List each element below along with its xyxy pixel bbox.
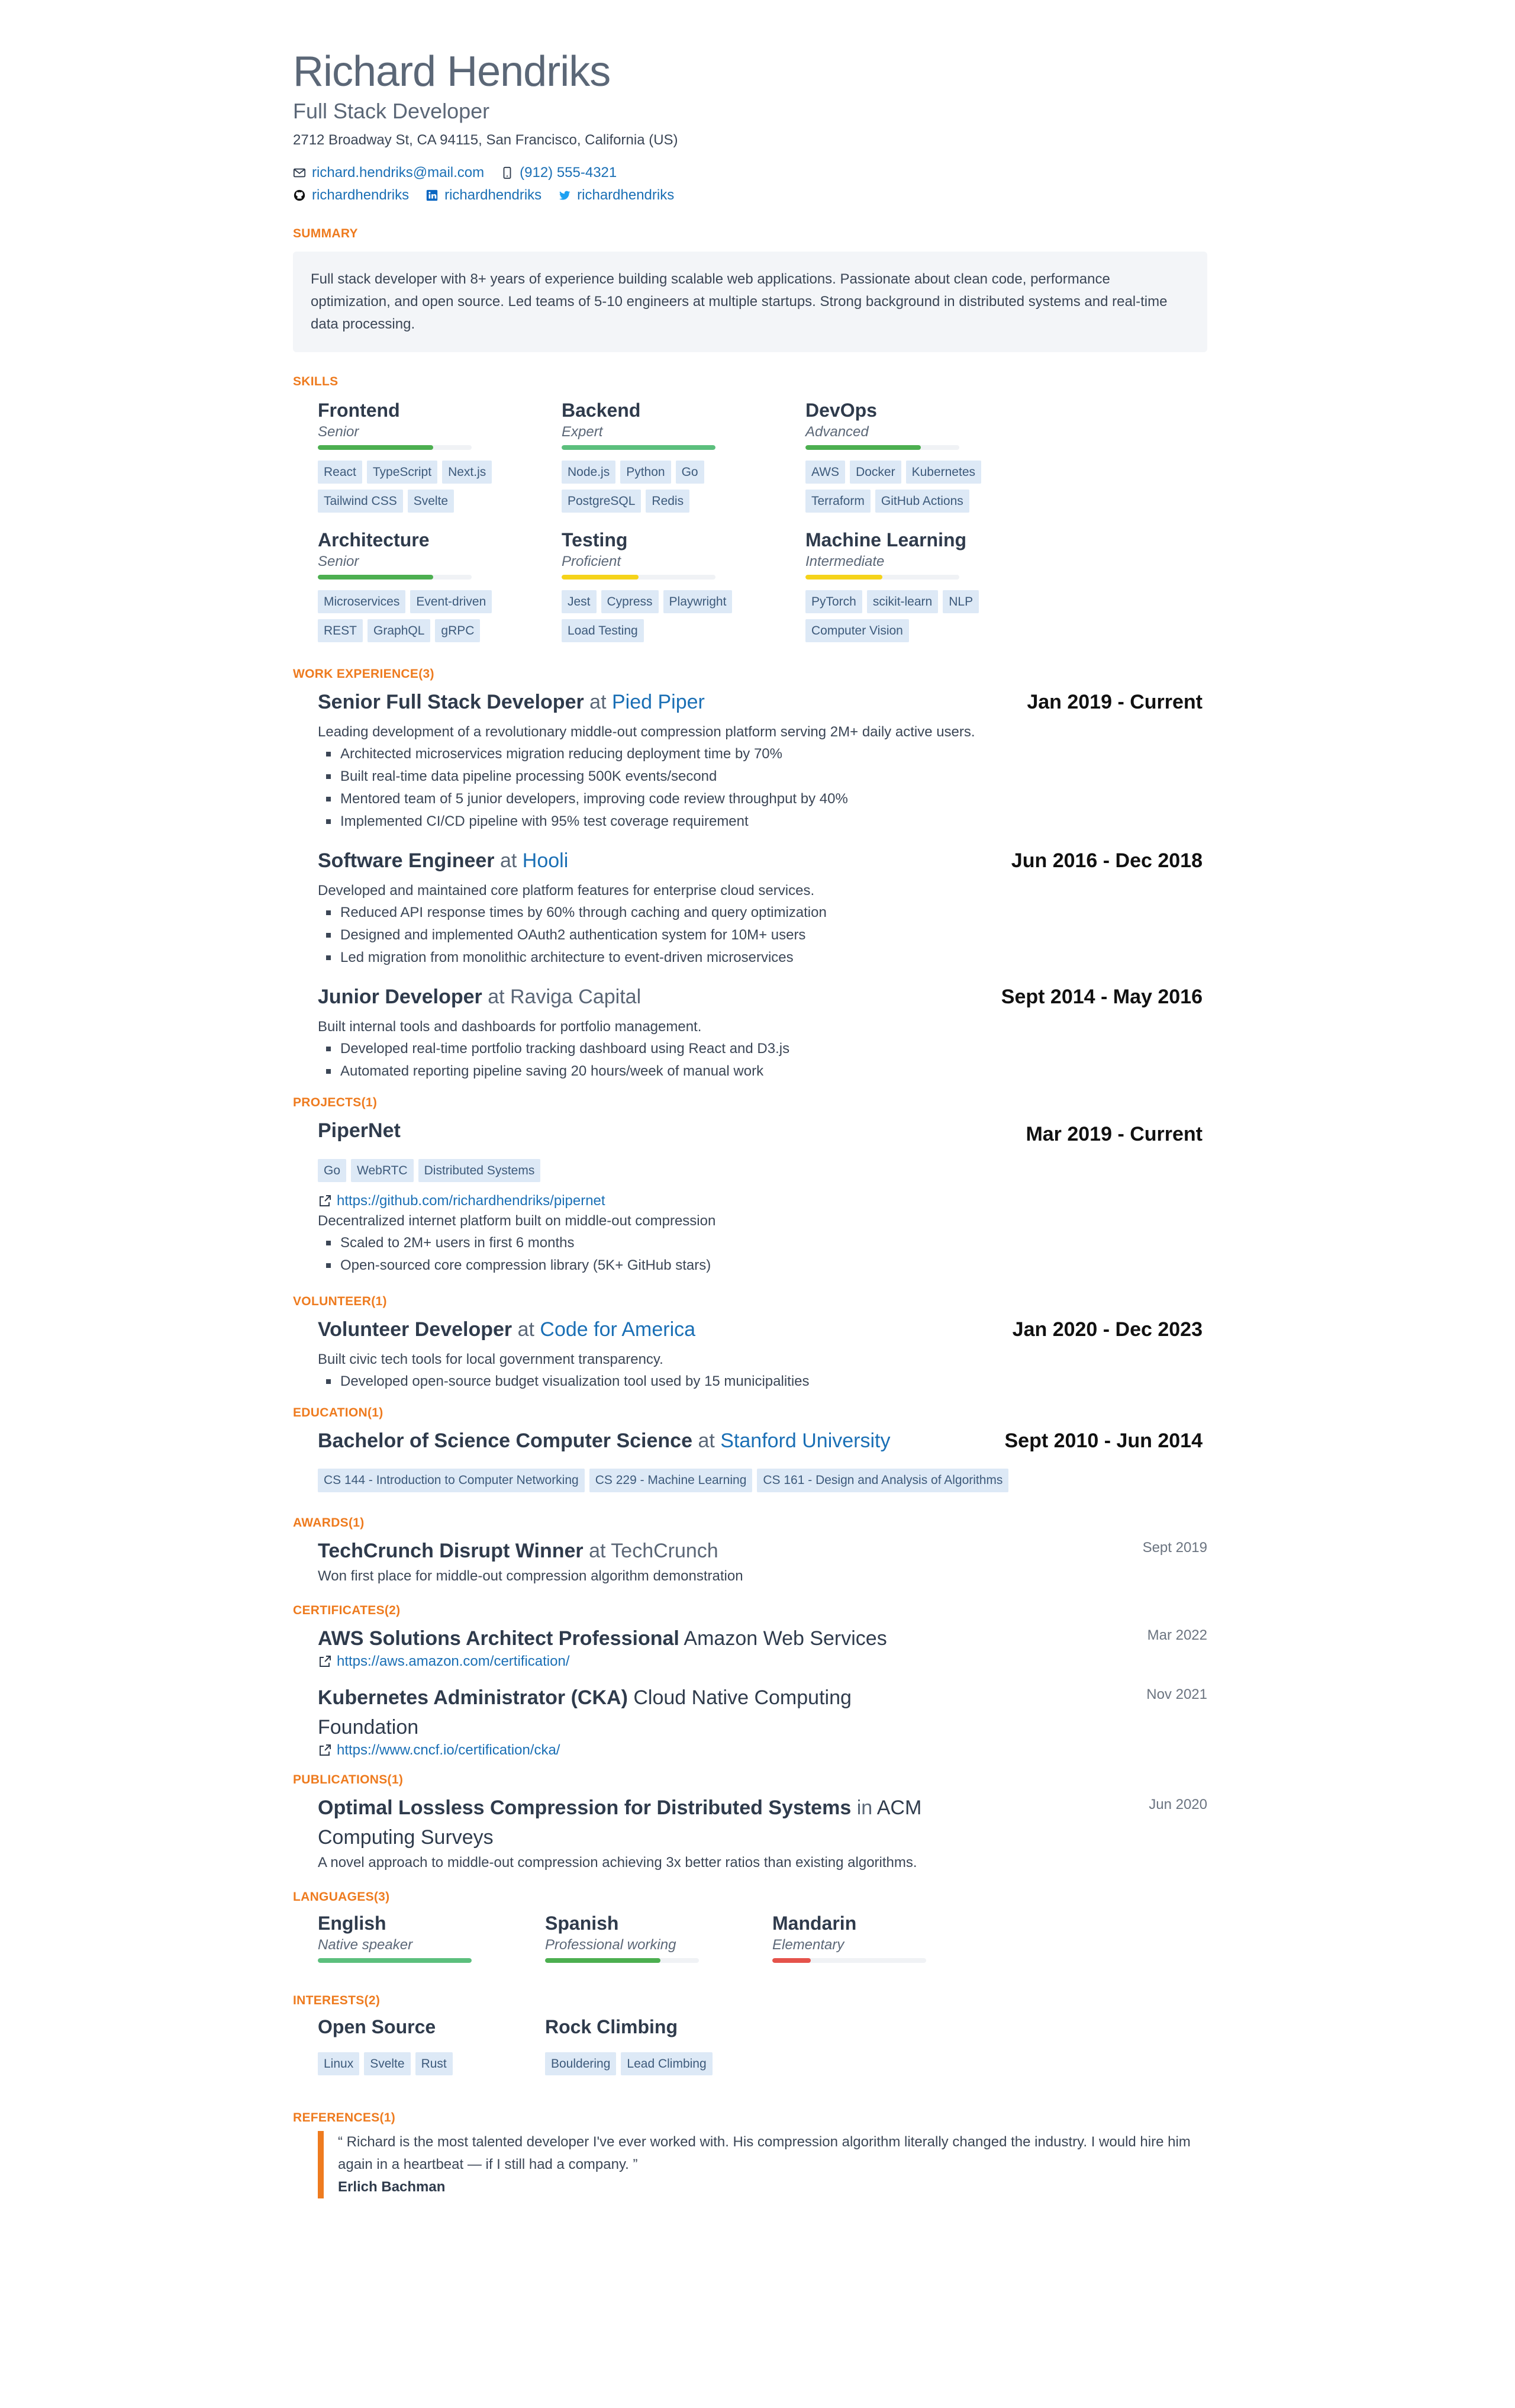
section-title-volunteer: VOLUNTEER(1) [293, 1295, 387, 1309]
contact-row-primary [293, 162, 1207, 184]
skill-keyword-tag: Event-driven [410, 590, 492, 613]
interest-keywords [318, 2052, 531, 2075]
work-title [318, 846, 568, 875]
highlight-item: Built real-time data pipeline processing 500K events/second [340, 765, 1207, 788]
publication-entry [293, 1793, 1207, 1873]
education-courses [318, 1469, 1207, 1492]
work-date: Jan 2019 - Current [1027, 691, 1203, 714]
language-name: Spanish [545, 1912, 619, 1934]
skill-level: Expert [562, 424, 603, 440]
publication-date: Jun 2020 [1149, 1796, 1207, 1813]
highlight-item: Mentored team of 5 junior developers, improving code review throughput by 40% [340, 788, 1207, 810]
skill-keyword-tag: Cypress [601, 590, 659, 613]
language-level-bar [545, 1958, 699, 1963]
project-date: Mar 2019 - Current [1026, 1123, 1203, 1146]
candidate-name: Richard Hendriks [293, 48, 611, 95]
twitter-text: richardhendriks [577, 187, 675, 203]
skill-keyword-tag: PyTorch [805, 590, 862, 613]
section-title-publications: PUBLICATIONS(1) [293, 1772, 404, 1786]
award-header [318, 1536, 1207, 1566]
reference-quote [318, 2131, 1207, 2198]
certificate-name: AWS Solutions Architect Professional [318, 1627, 679, 1650]
publication-name: Optimal Lossless Compression for Distributed Systems [318, 1796, 852, 1819]
certificate-issuer: Cloud Native Computing Foundation [318, 1686, 852, 1739]
language-name: English [318, 1912, 386, 1934]
volunteer-summary: Built civic tech tools for local government transparency. [318, 1351, 663, 1368]
highlight-item: Reduced API response times by 60% through caching and query optimization [340, 902, 1207, 924]
highlight-item: Architected microservices migration reducing deployment time by 70% [340, 743, 1207, 765]
work-entry [293, 846, 1207, 969]
education-date: Sept 2010 - Jun 2014 [1004, 1430, 1203, 1453]
skill-keyword-tag: Kubernetes [906, 461, 981, 484]
interest-keyword-tag: Rust [415, 2052, 453, 2075]
twitter-link[interactable] [558, 187, 674, 204]
github-icon [293, 189, 306, 202]
work-highlights [318, 743, 1207, 833]
volunteer-at: at [517, 1318, 534, 1341]
skill-level: Intermediate [805, 553, 885, 570]
project-entry [293, 1116, 1207, 1277]
interest-name: Rock Climbing [545, 2016, 678, 2037]
interest-keyword-tag: Lead Climbing [621, 2052, 712, 2075]
github-text: richardhendriks [312, 187, 410, 203]
work-summary: Built internal tools and dashboards for portfolio management. [318, 1019, 702, 1035]
external-link-icon [318, 1654, 332, 1669]
certificate-header [318, 1624, 1207, 1653]
skill-name: Testing [562, 529, 628, 551]
certificate-url-text: https://aws.amazon.com/certification/ [337, 1653, 570, 1669]
project-keyword-tag: WebRTC [351, 1159, 414, 1182]
volunteer-entry [293, 1315, 1207, 1393]
skill-keyword-tag: Next.js [442, 461, 492, 484]
language-level-bar-fill [318, 1958, 472, 1963]
certificate-title [318, 1683, 945, 1742]
skill-name: Architecture [318, 529, 430, 551]
skill-card [562, 400, 805, 513]
skill-level: Advanced [805, 424, 869, 440]
language-fluency: Elementary [772, 1936, 844, 1953]
certificate-issuer: Amazon Web Services [684, 1627, 887, 1650]
skill-keyword-tag: Svelte [408, 490, 454, 513]
skill-keyword-tag: Load Testing [562, 619, 644, 642]
project-header [318, 1116, 1207, 1146]
education-degree: Bachelor of Science Computer Science [318, 1430, 692, 1453]
skill-level-bar [562, 445, 715, 450]
certificate-url-text: https://www.cncf.io/certification/cka/ [337, 1741, 560, 1758]
skill-keyword-tag: GraphQL [368, 619, 430, 642]
interest-list [293, 2016, 1207, 2075]
linkedin-icon [426, 189, 439, 202]
language-item [318, 1913, 545, 1963]
volunteer-title [318, 1315, 695, 1344]
interest-name: Open Source [318, 2016, 436, 2037]
interest-item [318, 2016, 545, 2075]
linkedin-text: richardhendriks [444, 187, 542, 203]
work-title [318, 982, 641, 1012]
project-highlights [318, 1232, 1207, 1277]
skill-keyword-tag: Python [620, 461, 671, 484]
skill-level-bar-fill [318, 575, 433, 580]
section-title-projects: PROJECTS(1) [293, 1096, 378, 1110]
summary-box: Full stack developer with 8+ years of experience building scalable web applications. Passionate about clean code, performance optimization, and open source. Led teams of 5-10 engineers at multiple startups. Strong background in distributed systems and real-time data processing. [293, 252, 1207, 352]
highlight-item: Automated reporting pipeline saving 20 hours/week of manual work [340, 1060, 1207, 1083]
candidate-address: 2712 Broadway St, CA 94115, San Francisco, California (US) [293, 132, 678, 148]
volunteer-date: Jan 2020 - Dec 2023 [1012, 1318, 1203, 1341]
certificate-url-link[interactable] [318, 1742, 1207, 1759]
skill-name: Frontend [318, 400, 400, 421]
volunteer-highlights [318, 1370, 1207, 1393]
work-at: at Raviga Capital [488, 986, 642, 1009]
language-fluency: Native speaker [318, 1936, 413, 1953]
skill-keyword-tag: Microservices [318, 590, 405, 613]
publication-header [318, 1793, 1207, 1852]
award-name: TechCrunch Disrupt Winner [318, 1539, 584, 1562]
project-summary: Decentralized internet platform built on middle-out compression [318, 1213, 716, 1229]
skill-keyword-tag: Playwright [663, 590, 733, 613]
language-list [293, 1913, 1207, 1963]
course-tag: CS 144 - Introduction to Computer Networking [318, 1469, 585, 1492]
skill-keyword-tag: Node.js [562, 461, 615, 484]
phone-link[interactable] [501, 165, 617, 181]
highlight-item: Scaled to 2M+ users in first 6 months [340, 1232, 1207, 1254]
certificate-date: Nov 2021 [1146, 1686, 1207, 1702]
work-company[interactable]: Pied Piper [611, 691, 705, 714]
skill-keywords [562, 461, 775, 513]
email-link[interactable] [293, 165, 484, 181]
work-at: at [499, 849, 517, 873]
skill-keywords [318, 461, 531, 513]
work-entry [293, 982, 1207, 1083]
skill-keyword-tag: GitHub Actions [875, 490, 969, 513]
work-summary: Leading development of a revolutionary middle-out compression platform serving 2M+ daily active users. [318, 724, 975, 741]
skill-level-bar-fill [805, 445, 921, 450]
section-title-awards: AWARDS(1) [293, 1515, 365, 1530]
skill-keyword-tag: Redis [646, 490, 689, 513]
skill-keywords [318, 590, 531, 642]
skill-level-bar [562, 575, 715, 580]
publication-summary: A novel approach to middle-out compression achieving 3x better ratios than existing algorithms. [318, 1854, 917, 1871]
candidate-title: Full Stack Developer [293, 99, 490, 123]
linkedin-link[interactable] [426, 187, 541, 204]
skill-keyword-tag: Go [676, 461, 704, 484]
skill-card [805, 400, 1049, 513]
course-tag: CS 229 - Machine Learning [589, 1469, 753, 1492]
language-level-bar-fill [772, 1958, 811, 1963]
highlight-item: Developed real-time portfolio tracking dashboard using React and D3.js [340, 1038, 1207, 1060]
skill-level-bar [805, 575, 959, 580]
interest-keyword-tag: Bouldering [545, 2052, 616, 2075]
project-keyword-tag: Go [318, 1159, 346, 1182]
skill-keyword-tag: TypeScript [367, 461, 437, 484]
section-title-summary: SUMMARY [293, 227, 358, 240]
skill-level: Senior [318, 553, 359, 570]
section-title-references: REFERENCES(1) [293, 2110, 396, 2124]
skill-keyword-tag: REST [318, 619, 363, 642]
language-name: Mandarin [772, 1912, 857, 1934]
certificate-url-link[interactable] [318, 1653, 1207, 1670]
publication-publisher: ACM Computing Surveys [318, 1796, 922, 1849]
skill-card [318, 400, 562, 513]
highlight-item: Designed and implemented OAuth2 authentication system for 10M+ users [340, 924, 1207, 947]
contact-list [293, 162, 1207, 207]
education-title [318, 1426, 890, 1456]
education-entry [293, 1426, 1207, 1492]
work-highlights [318, 1038, 1207, 1083]
skill-keyword-tag: React [318, 461, 362, 484]
publication-in: in [856, 1796, 873, 1819]
certificate-list [293, 1624, 1207, 1759]
language-fluency: Professional working [545, 1936, 676, 1953]
language-item [772, 1913, 1000, 1963]
skill-level-bar [805, 445, 959, 450]
skill-level-bar [318, 445, 472, 450]
project-tags [318, 1159, 1207, 1182]
work-title [318, 687, 705, 717]
education-at: at [698, 1430, 715, 1453]
certificate-entry [293, 1624, 1207, 1670]
volunteer-position: Volunteer Developer [318, 1318, 512, 1341]
skill-keyword-tag: Computer Vision [805, 619, 909, 642]
skill-keyword-tag: scikit-learn [867, 590, 938, 613]
skill-keyword-tag: gRPC [435, 619, 480, 642]
skill-keyword-tag: PostgreSQL [562, 490, 641, 513]
external-link-icon [318, 1194, 332, 1208]
section-title-education: EDUCATION(1) [293, 1406, 383, 1420]
interest-keyword-tag: Svelte [364, 2052, 410, 2075]
work-summary: Developed and maintained core platform features for enterprise cloud services. [318, 883, 815, 899]
skill-card [318, 529, 562, 642]
twitter-icon [558, 189, 571, 202]
skill-level-bar-fill [562, 575, 639, 580]
award-summary: Won first place for middle-out compression algorithm demonstration [318, 1567, 743, 1584]
award-entry [293, 1536, 1207, 1587]
skill-level-bar-fill [318, 445, 433, 450]
work-date: Jun 2016 - Dec 2018 [1011, 849, 1203, 873]
skill-keywords [805, 590, 1018, 642]
language-item [545, 1913, 772, 1963]
work-header [318, 687, 1207, 717]
skill-keyword-tag: AWS [805, 461, 845, 484]
highlight-item: Open-sourced core compression library (5K+ GitHub stars) [340, 1254, 1207, 1277]
interest-keywords [545, 2052, 758, 2075]
language-level-bar-fill [545, 1958, 660, 1963]
work-position: Senior Full Stack Developer [318, 691, 584, 714]
publication-title [318, 1793, 945, 1852]
mobile-phone-icon [501, 166, 514, 179]
section-title-work: WORK EXPERIENCE(3) [293, 667, 434, 681]
email-text: richard.hendriks@mail.com [312, 165, 485, 181]
skill-card [805, 529, 1049, 642]
skill-keyword-tag: Jest [562, 590, 597, 613]
resume [293, 50, 1207, 2198]
skill-keywords [562, 590, 775, 642]
education-school[interactable]: Stanford University [720, 1430, 891, 1453]
skill-keywords [805, 461, 1018, 513]
work-highlights [318, 902, 1207, 969]
skill-level-bar [318, 575, 472, 580]
external-link-icon [318, 1743, 332, 1757]
project-name [318, 1116, 401, 1145]
skill-level: Proficient [562, 553, 621, 570]
skill-level-bar-fill [805, 575, 882, 580]
certificate-title [318, 1624, 887, 1653]
award-title [318, 1536, 718, 1566]
skills-grid [293, 400, 1207, 642]
work-date: Sept 2014 - May 2016 [1001, 986, 1203, 1009]
language-level-bar [318, 1958, 472, 1963]
work-at: at [589, 691, 607, 714]
section-title-interests: INTERESTS(2) [293, 1993, 381, 2007]
language-level-bar [772, 1958, 926, 1963]
certificate-entry [293, 1683, 1207, 1759]
contact-row-social [293, 184, 1207, 207]
skill-level: Senior [318, 424, 359, 440]
reference-text: “ Richard is the most talented developer I've ever worked with. His compression algorithm literally changed the industry. I would hire him again in a heartbeat — if I still had a company. ” [338, 2133, 1191, 2172]
skill-keyword-tag: NLP [943, 590, 979, 613]
course-tag: CS 161 - Design and Analysis of Algorithms [757, 1469, 1008, 1492]
skill-name: DevOps [805, 400, 877, 421]
section-title-languages: LANGUAGES(3) [293, 1889, 390, 1904]
section-title-certificates: CERTIFICATES(2) [293, 1603, 401, 1617]
work-company[interactable]: Hooli [522, 849, 569, 873]
work-header [318, 846, 1207, 875]
phone-text: (912) 555-4321 [520, 165, 617, 181]
skill-keyword-tag: Terraform [805, 490, 871, 513]
highlight-item: Developed open-source budget visualization tool used by 15 municipalities [340, 1370, 1207, 1393]
highlight-item: Implemented CI/CD pipeline with 95% test coverage requirement [340, 810, 1207, 833]
education-header [318, 1426, 1207, 1456]
skill-name: Backend [562, 400, 641, 421]
project-url-link[interactable] [318, 1193, 1207, 1209]
skill-keyword-tag: Docker [850, 461, 901, 484]
certificate-header [318, 1683, 1207, 1742]
work-entry [293, 687, 1207, 833]
github-link[interactable] [293, 187, 409, 204]
skill-name: Machine Learning [805, 529, 967, 551]
interest-keyword-tag: Linux [318, 2052, 359, 2075]
certificate-date: Mar 2022 [1147, 1627, 1207, 1643]
section-title-skills: SKILLS [293, 375, 339, 388]
skill-card [562, 529, 805, 642]
project-keyword-tag: Distributed Systems [418, 1159, 541, 1182]
envelope-icon [293, 166, 306, 179]
volunteer-org[interactable]: Code for America [540, 1318, 696, 1341]
volunteer-header [318, 1315, 1207, 1344]
certificate-name: Kubernetes Administrator (CKA) [318, 1686, 628, 1709]
work-list [293, 687, 1207, 1083]
project-url-text: https://github.com/richardhendriks/pipernet [337, 1193, 605, 1209]
award-date: Sept 2019 [1142, 1539, 1207, 1556]
highlight-item: Led migration from monolithic architecture to event-driven microservices [340, 947, 1207, 969]
work-header [318, 982, 1207, 1012]
reference-name: Erlich Bachman [338, 2178, 446, 2195]
work-position: Junior Developer [318, 986, 482, 1009]
work-position: Software Engineer [318, 849, 495, 873]
project-name-text: PiperNet [318, 1119, 401, 1142]
skill-level-bar-fill [562, 445, 715, 450]
interest-item [545, 2016, 772, 2075]
skill-keyword-tag: Tailwind CSS [318, 490, 403, 513]
award-awarder: at TechCrunch [589, 1539, 718, 1562]
